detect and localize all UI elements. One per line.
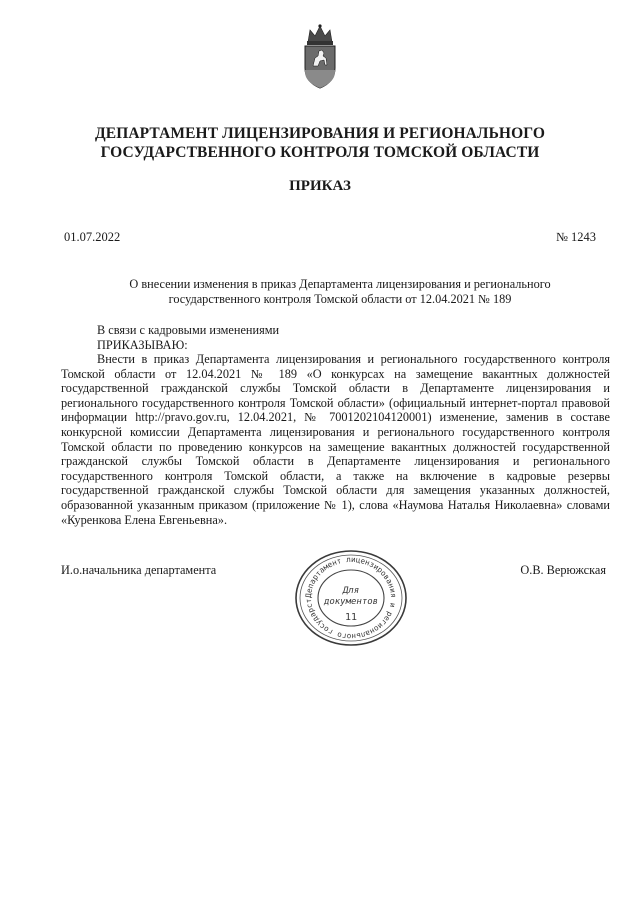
document-type-heading: ПРИКАЗ <box>289 178 351 194</box>
signer-name: О.В. Верюжская <box>520 563 606 577</box>
department-title <box>0 124 640 162</box>
order-date: 01.07.2022 <box>64 230 121 244</box>
order-subject-line-1: О внесении изменения в приказ Департамента лицензирования и регионального <box>129 277 551 291</box>
preamble-order-word: ПРИКАЗЫВАЮ: <box>97 337 188 352</box>
seal-center-line-2: документов <box>323 597 379 607</box>
order-subject <box>110 277 570 307</box>
preamble <box>97 323 279 352</box>
order-subject-line-2: государственного контроля Томской области от 12.04.2021 № 189 <box>168 292 512 306</box>
coat-of-arms-emblem <box>300 20 340 90</box>
order-number: № 1243 <box>555 230 596 244</box>
department-title-line-2: ГОСУДАРСТВЕННОГО КОНТРОЛЯ ТОМСКОЙ ОБЛАСТИ <box>100 144 540 161</box>
tomsk-region-coat-of-arms-icon <box>300 20 340 90</box>
seal-stamp-icon <box>290 548 412 648</box>
preamble-reason: В связи с кадровыми изменениями <box>97 323 280 337</box>
seal-ring-text: Департамент лицензирования и регионального государст <box>303 554 399 642</box>
order-body-paragraph: Внести в приказ Департамента лицензирования и регионального государственного контроля Томской области от 12.04.2021 № 189 «О конкурсах на замещение вакантных должностей государственной гражданской службы Томской области в Департаменте лицензирования и регионального государственного контроля Томской области» (официальный интернет-портал правовой информации http://pravo.gov.ru, 12.04.2021, № 7001202104120001) изменение, заменив в составе конкурсной комиссии Департамента лицензирования и регионального государственного контроля Томской области по проведению конкурсов на замещение вакантных должностей государственной гражданской службы Томской области в Департаменте лицензирования и регионального государственного контроля Томской области, а также на включение в кадровые резервы государственной гражданской службы Томской области для замещения указанных должностей, образованной указанным приказом (приложение № 1), слова «Наумова Наталья Николаевна» словами «Куренкова Елена Евгеньевна». <box>61 352 610 527</box>
department-title-line-1: ДЕПАРТАМЕНТ ЛИЦЕНЗИРОВАНИЯ И РЕГИОНАЛЬНОГО <box>95 125 545 142</box>
signer-position: И.о.начальника департамента <box>61 563 217 577</box>
seal-center-number: 11 <box>344 612 358 623</box>
official-seal <box>290 548 412 648</box>
seal-center-line-1: Для <box>342 586 360 596</box>
